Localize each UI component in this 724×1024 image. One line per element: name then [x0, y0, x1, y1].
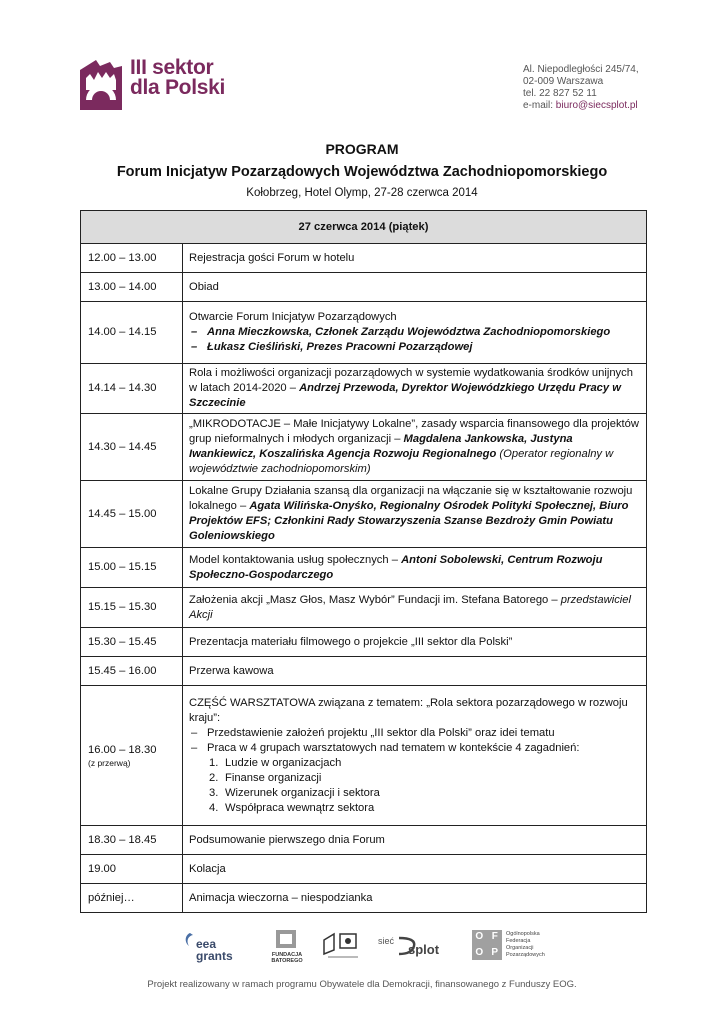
table-row — [81, 657, 647, 686]
sponsor-eea-grants — [182, 926, 242, 966]
row-text: Kolacja — [183, 855, 647, 884]
row-time: 14.14 – 14.30 — [81, 364, 183, 414]
speaker-note: (Operator regionalny w województwie zachodniopomorskim) — [189, 448, 614, 475]
row-description — [183, 481, 647, 548]
forum-title: Forum Inicjatyw Pozarządowych Województwa Zachodniopomorskiego — [116, 164, 608, 180]
speaker-item: – Anna Mieczkowska, Członek Zarządu Województwa Zachodniopomorskiego — [189, 325, 642, 340]
row-time: 15.45 – 16.00 — [81, 657, 183, 686]
logo-text — [130, 58, 225, 98]
day-header-row — [81, 211, 647, 244]
batory-label: FUNDACJA BATOREGO — [271, 952, 303, 964]
workshop-topic: 2. Finanse organizacji — [209, 771, 322, 784]
row-time: 16.00 – 18.30 — [88, 743, 157, 756]
workshop-item: – Praca w 4 grupach warsztatowych nad tematem w kontekście 4 zagadnień: — [189, 741, 642, 756]
row-text: Lokalne Grupy Działania szansą dla organizacji na włączanie się w kształtowanie rozwoju lokalnego – — [189, 485, 633, 512]
table-row — [81, 364, 647, 414]
emblem-icon — [320, 928, 364, 960]
table-row — [81, 481, 647, 548]
row-time: 14.45 – 15.00 — [81, 481, 183, 548]
row-text: Model kontaktowania usług społecznych – — [189, 553, 402, 566]
day-header: 27 czerwca 2014 (piątek) — [81, 211, 647, 244]
row-time-note: (z przerwą) — [88, 757, 131, 768]
speaker-item: – Łukasz Cieśliński, Prezes Pracowni Pozarządowej — [189, 340, 642, 355]
forum-place-date: Kołobrzeg, Hotel Olymp, 27-28 czerwca 2014 — [246, 187, 478, 199]
row-text: Podsumowanie pierwszego dnia Forum — [183, 826, 647, 855]
address-email — [523, 100, 639, 112]
sponsor-ofop — [472, 926, 552, 966]
workshop-topic: 3. Wizerunek organizacji i sektora — [209, 786, 380, 799]
email-label: e-mail: — [523, 100, 556, 111]
row-description — [183, 302, 647, 364]
table-row — [81, 686, 647, 826]
splot-label: splot — [408, 942, 440, 957]
logo-line-1: III sektor — [130, 56, 214, 79]
table-row — [81, 628, 647, 657]
row-description — [183, 548, 647, 588]
row-time: 13.00 – 14.00 — [81, 273, 183, 302]
siec-label: sieć — [378, 936, 395, 946]
eea-grants-label: eea grants — [196, 937, 233, 963]
row-time: 18.30 – 18.45 — [81, 826, 183, 855]
logo-emblem-icon — [76, 56, 126, 114]
row-time: 14.00 – 14.15 — [81, 302, 183, 364]
address-line-2: 02-009 Warszawa — [523, 76, 604, 87]
program-table — [80, 210, 647, 913]
address-block — [523, 64, 639, 112]
table-row — [81, 548, 647, 588]
table-row — [81, 244, 647, 273]
ofop-icon: O F O P — [472, 930, 502, 960]
row-text: Animacja wieczorna – niespodzianka — [183, 884, 647, 913]
row-description — [183, 414, 647, 481]
row-text: Rola i możliwości organizacji pozarządowych w systemie wydatkowania środków unijnych w latach 2014-2020 – — [189, 367, 633, 394]
row-text: Przerwa kawowa — [183, 657, 647, 686]
row-time: 14.30 – 14.45 — [81, 414, 183, 481]
email-link[interactable]: biuro@siecsplot.pl — [555, 100, 638, 111]
row-time: 15.15 – 15.30 — [81, 588, 183, 628]
table-row — [81, 302, 647, 364]
row-description — [183, 588, 647, 628]
row-text: Rejestracja gości Forum w hotelu — [183, 244, 647, 273]
sponsor-siec-splot — [378, 926, 448, 966]
speaker: Antoni Sobolewski, Centrum Rozwoju Społeczno-Gospodarczego — [189, 553, 603, 581]
row-time-cell — [81, 686, 183, 826]
sponsor-emblem — [320, 926, 364, 966]
table-row — [81, 826, 647, 855]
speaker: Magdalena Jankowska, Justyna Iwankiewicz, Koszalińska Agencja Rozwoju Regionalnego — [189, 433, 573, 460]
row-text: Założenia akcji „Masz Głos, Masz Wybór” Fundacji im. Stefana Batorego – — [189, 593, 561, 606]
row-time: 15.00 – 15.15 — [81, 548, 183, 588]
row-time: 12.00 – 13.00 — [81, 244, 183, 273]
row-text: Prezentacja materiału filmowego o projekcie „III sektor dla Polski” — [183, 628, 647, 657]
workshop-topic: 1. Ludzie w organizacjach — [209, 756, 342, 769]
batory-icon — [274, 928, 298, 950]
table-row — [81, 414, 647, 481]
logo-line-2: dla Polski — [130, 76, 226, 99]
row-time: później… — [81, 884, 183, 913]
ofop-label: Ogólnopolska Federacja Organizacji Pozarządowych — [506, 931, 545, 958]
table-row — [81, 855, 647, 884]
row-time: 15.30 – 15.45 — [81, 628, 183, 657]
row-text: CZĘŚĆ WARSZTATOWA związana z tematem: „Rola sektora pozarządowego w rozwoju kraju”: — [189, 696, 628, 724]
table-row — [81, 884, 647, 913]
row-time: 19.00 — [81, 855, 183, 884]
row-text: Otwarcie Forum Inicjatyw Pozarządowych — [189, 311, 397, 323]
address-phone: tel. 22 827 52 11 — [523, 88, 597, 99]
table-row — [81, 588, 647, 628]
speaker: Agata Wilińska-Onyśko, Regionalny Ośrodek Polityki Społecznej, Biuro Projektów EFS; Członkini Rady Stowarzyszenia Szanse Bezdroży Gmin Powiatu Goleniowskiego — [189, 500, 629, 542]
row-text: „MIKRODOTACJE – Małe Inicjatywy Lokalne”, zasady wsparcia finansowego dla projektów grup nieformalnych i młodych organizacji – — [189, 418, 639, 445]
address-line-1: Al. Niepodległości 245/74, — [523, 64, 639, 75]
sponsor-batory — [264, 926, 310, 966]
logo — [76, 56, 226, 114]
speaker: Andrzej Przewoda, Dyrektor Wojewódzkiego Urzędu Pracy w Szczecinie — [189, 382, 621, 409]
workshop-topic: 4. Współpraca wewnątrz sektora — [209, 801, 375, 814]
footer-note: Projekt realizowany w ramach programu Obywatele dla Demokracji, finansowanego z Funduszy EOG. — [147, 979, 577, 990]
row-description — [183, 686, 647, 826]
table-row — [81, 273, 647, 302]
speaker: przedstawiciel Akcji — [189, 593, 631, 621]
workshop-item: – Przedstawienie założeń projektu „III sektor dla Polski” oraz idei tematu — [189, 726, 642, 741]
row-description — [183, 364, 647, 414]
row-text: Obiad — [183, 273, 647, 302]
program-title: PROGRAM — [325, 141, 399, 157]
